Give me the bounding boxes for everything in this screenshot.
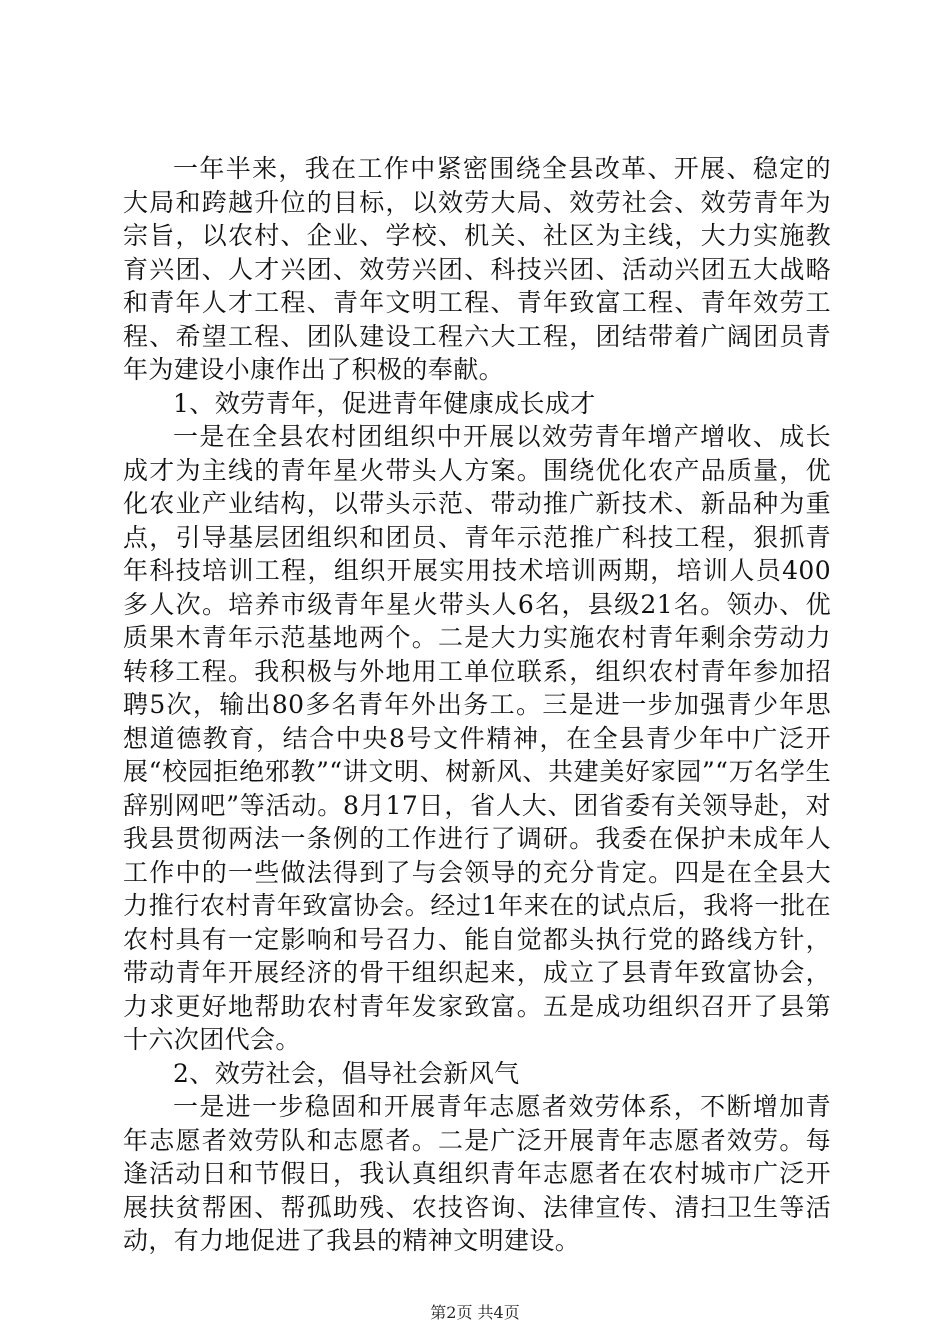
paragraph-section-2: 一是进一步稳固和开展青年志愿者效劳体系，不断增加青年志愿者效劳队和志愿者。二是广泛开展青年志愿者效劳。每逢活动日和节假日，我认真组织青年志愿者在农村城市广泛开展扶贫帮困、帮孤助残、农技咨询、法律宣传、清扫卫生等活动，有力地促进了我县的精神文明建设。 bbox=[123, 1092, 831, 1255]
paragraph-intro: 一年半来，我在工作中紧密围绕全县改革、开展、稳定的大局和跨越升位的目标，以效劳大局、效劳社会、效劳青年为宗旨，以农村、企业、学校、机关、社区为主线，大力实施教育兴团、人才兴团、效劳兴团、科技兴团、活动兴团五大战略和青年人才工程、青年文明工程、青年致富工程、青年效劳工程、希望工程、团队建设工程六大工程，团结带着广阔团员青年为建设小康作出了积极的奉献。 bbox=[123, 154, 831, 384]
paragraph-section-1: 一是在全县农村团组织中开展以效劳青年增产增收、成长成才为主线的青年星火带头人方案。围绕优化农产品质量，优化农业产业结构，以带头示范、带动推广新技术、新品种为重点，引导基层团组织和团员、青年示范推广科技工程，狠抓青年科技培训工程，组织开展实用技术培训两期，培训人员400多人次。培养市级青年星火带头人6名，县级21名。领办、优质果木青年示范基地两个。二是大力实施农村青年剩余劳动力转移工程。我积极与外地用工单位联系，组织农村青年参加招聘5次，输出80多名青年外出务工。三是进一步加强青少年思想道德教育，结合中央8号文件精神，在全县青少年中广泛开展“校园拒绝邪教”“讲文明、树新风、共建美好家园”“万名学生辞别网吧”等活动。8月17日，省人大、团省委有关领导赴，对我县贯彻两法一条例的工作进行了调研。我委在保护未成年人工作中的一些做法得到了与会领导的充分肯定。四是在全县大力推行农村青年致富协会。经过1年来在的试点后，我将一批在农村具有一定影响和号召力、能自觉都头执行党的路线方针，带动青年开展经济的骨干组织起来，成立了县青年致富协会，力求更好地帮助农村青年发家致富。五是成功组织召开了县第十六次团代会。 bbox=[123, 422, 831, 1054]
page-footer: 第2页 共4页 bbox=[430, 1303, 520, 1322]
section-heading-1: 1、效劳青年，促进青年健康成长成才 bbox=[173, 388, 596, 418]
document-body bbox=[123, 152, 831, 1258]
section-heading-2: 2、效劳社会，倡导社会新风气 bbox=[173, 1058, 520, 1088]
